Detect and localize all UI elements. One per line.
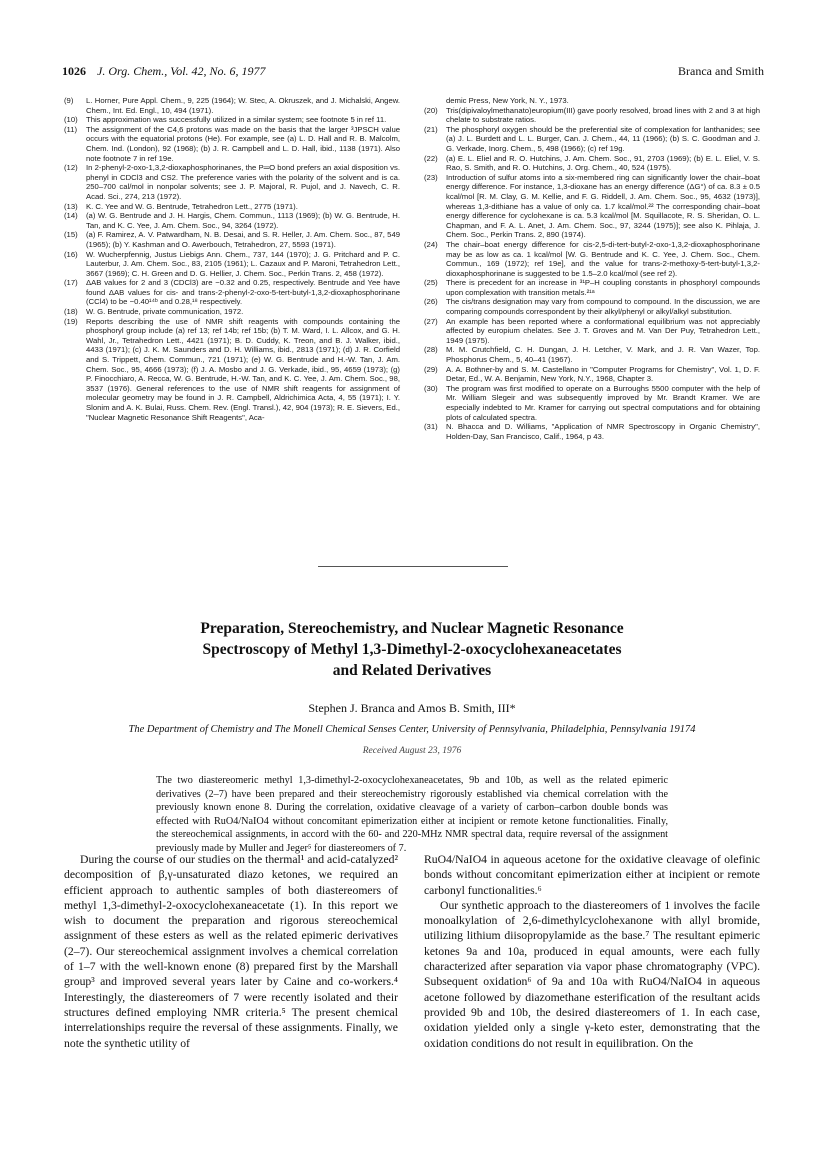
- reference-number: (27): [424, 316, 438, 326]
- title-line: and Related Derivatives: [332, 662, 492, 679]
- reference-text: M. M. Crutchfield, C. H. Dungan, J. H. Letcher, V. Mark, and J. R. Van Wazer, Top. Phosphorus Chem., 5, 40–41 (1967).: [446, 345, 760, 365]
- reference-text: ΔAB values for 2 and 3 (CDCl3) are −0.32 and 0.25, respectively. Bentrude and Yee have found ΔAB values for cis- and trans-2-phenyl-2-oxo-5-tert-butyl-1,3,2-dioxaphosphorinane (CCl4) to be −0.40¹⁴ᵇ and 0.28,¹⁸ respectively.: [86, 278, 400, 307]
- page-number: 1026: [62, 64, 86, 78]
- reference-item: [424, 125, 760, 154]
- reference-text: The program was first modified to operate on a Burroughs 5500 computer with the help of Mr. William Slegeir and was subsequently improved by Mr. Brandt Kramer. We are especially indebted to Mr. Kramer for carrying out spectral computations and for obtaining plots of calculated spectra.: [446, 383, 760, 422]
- reference-text: The assignment of the C4,6 protons was made on the basis that the larger ³JPSCH value occurs with the equatorial protons (He). For example, see (a) L. D. Hall and R. B. Malcolm, Chem. Ind. (London), 92 (1968); (b) J. R. Campbell and L. D. Hall, ibid., 1138 (1971). Also note footnote 7 in ref 19e.: [86, 124, 400, 163]
- reference-item: [424, 422, 760, 441]
- reference-number: (17): [64, 278, 78, 288]
- section-divider: [318, 566, 508, 567]
- reference-text: (a) F. Ramirez, A. V. Patwardham, N. B. Desai, and S. R. Heller, J. Am. Chem. Soc., 87, 549 (1965); (b) Y. Kashman and O. Awerbouch, Tetrahedron, 27, 5593 (1971).: [86, 230, 400, 249]
- reference-item: [424, 173, 760, 240]
- reference-number: (11): [64, 124, 78, 134]
- reference-item: [424, 345, 760, 364]
- reference-item: [64, 96, 400, 115]
- running-head: Branca and Smith: [678, 64, 764, 78]
- reference-item: [64, 307, 400, 317]
- reference-text: There is precedent for an increase in ³¹P–H coupling constants in phosphoryl compounds upon complexation with transition metals.²¹ᵃ: [446, 278, 760, 297]
- reference-text: (a) W. G. Bentrude and J. H. Hargis, Chem. Commun., 1113 (1969); (b) W. G. Bentrude, H. Tan, and K. C. Yee, J. Am. Chem. Soc., 94, 3264 (1972).: [86, 211, 400, 230]
- article-title: [140, 618, 684, 681]
- reference-item: [64, 317, 400, 423]
- reference-item: [64, 278, 400, 307]
- reference-item: [64, 163, 400, 201]
- reference-item: [64, 211, 400, 230]
- body-column-left: [64, 852, 398, 1051]
- abstract: The two diastereomeric methyl 1,3-dimethyl-2-oxocyclohexaneacetates, 9b and 10b, as well as the related epimeric derivatives (2–7) have been prepared and their stereochemistry rigorously established via chemical correlation with the previously known enone 8. During the correlation, oxidative cleavage of a variety of carbon–carbon double bonds was effected with RuO4/NaIO4 without concomitant epimerization either at incipient or remote ketone functionalities. Finally, the stereochemical assignments, in accord with the 60- and 220-MHz NMR spectral data, require reversal of the assignment previously made by Muller and Jeger⁵ for diastereomers of 7.: [156, 775, 668, 854]
- journal-citation: J. Org. Chem., Vol. 42, No. 6, 1977: [97, 64, 266, 78]
- reference-text: N. Bhacca and D. Williams, "Application of NMR Spectroscopy in Organic Chemistry", Holden-Day, San Francisco, Calif., 1964, p 43.: [446, 422, 760, 441]
- reference-text: Tris(dipivaloylmethanato)europium(III) gave poorly resolved, broad lines with 2 and 3 at high chelate to substrate ratios.: [446, 105, 760, 125]
- reference-item: [64, 125, 400, 163]
- reference-number: [424, 96, 446, 106]
- reference-number: (10): [64, 115, 78, 125]
- body-paragraph: During the course of our studies on the thermal¹ and acid-catalyzed² decomposition of β,γ-unsaturated diazo ketones, we required an efficient approach to authentic samples of both diastereomers of methyl 1,3-dimethyl-2-oxocyclohexaneacetate (1). In this report we wish to document the preparation and rigorous stereochemical assignment of these esters as well as the related epimeric derivatives (2–7). Our stereochemical assignment involves a chemical correlation of 1–7 with the well-known enone (8) prepared first by the Marshall group³ and improved several years later by Caine and co-workers.⁴ Interestingly, the diastereomers of 7 were recently isolated and their structures defined employing NMR criteria.⁵ The present chemical interrelationships require the reversal of these assignments. Finally, we note the synthetic utility of: [64, 853, 398, 1050]
- reference-item: [424, 278, 760, 297]
- reference-item: [64, 250, 400, 279]
- reference-number: (14): [64, 211, 78, 221]
- reference-number: (9): [64, 96, 74, 105]
- body-column-right: [424, 852, 760, 1051]
- reference-number: (22): [424, 153, 438, 163]
- reference-number: (26): [424, 297, 438, 307]
- reference-text: A. A. Bothner-by and S. M. Castellano in "Computer Programs for Chemistry", Vol. 1, D. F. Detar, Ed., W. A. Benjamin, New York, N.Y., 1968, Chapter 3.: [446, 364, 760, 384]
- title-line: Preparation, Stereochemistry, and Nuclear Magnetic Resonance: [200, 620, 624, 637]
- reference-number: (19): [64, 316, 78, 326]
- reference-number: (23): [424, 172, 438, 182]
- affiliation: The Department of Chemistry and The Monell Chemical Senses Center, University of Pennsylvania, Philadelphia, Pennsylvania 19174: [128, 724, 696, 735]
- authors: Stephen J. Branca and Amos B. Smith, III*: [308, 701, 516, 715]
- reference-item: [424, 106, 760, 125]
- reference-item: [424, 240, 760, 278]
- reference-text: Introduction of sulfur atoms into a six-membered ring can significantly lower the chair–boat energy difference. For instance, 1,3-dioxane has an energy difference (ΔG°) of ca. 8.3 ± 0.5 kcal/mol [R. M. Clay, G. M. Kellie, and F. G. Riddell, J. Am. Chem. Soc., 95, 4632 (1973)], whereas 1,3-dithiane has a value of only ca. 1.7 kcal/mol.²² The corresponding chair–boat energy difference for cyclohexane is ca. 5.3 kcal/mol [M. Squillacote, R. S. Sheridan, O. L. Chapman, and F. A. L. Anet, J. Am. Chem. Soc., 97, 3244 (1975)]; see also K. Pihlaja, J. Chem. Soc., Perkin Trans. 2, 890 (1974).: [446, 172, 760, 240]
- reference-item: [424, 317, 760, 346]
- reference-text: An example has been reported where a conformational equilibrium was not appreciably affected by europium chelates. See J. T. Groves and M. Van Der Puy, Tetrahedron Lett., 1949 (1975).: [446, 316, 760, 345]
- reference-item: [64, 115, 400, 125]
- reference-text: demic Press, New York, N. Y., 1973.: [446, 96, 569, 105]
- reference-number: (18): [64, 307, 78, 317]
- reference-item: [424, 154, 760, 173]
- reference-text: L. Horner, Pure Appl. Chem., 9, 225 (1964); W. Stec, A. Okruszek, and J. Michalski, Angew. Chem., Int. Ed. Engl., 10, 494 (1971).: [86, 96, 400, 115]
- reference-text: W. G. Bentrude, private communication, 1972.: [86, 307, 244, 317]
- received-date: Received August 23, 1976: [362, 746, 462, 756]
- reference-item: [64, 230, 400, 249]
- reference-item: [424, 297, 760, 316]
- body-paragraph: RuO4/NaIO4 in aqueous acetone for the oxidative cleavage of olefinic bonds without concomitant epimerization either at incipient or remote carbonyl functionalities.⁶: [424, 853, 760, 897]
- reference-text: The cis/trans designation may vary from compound to compound. In the discussion, we are comparing compounds correspondent by their alkyl/phenyl or alkyl/alkyl substitution.: [446, 297, 760, 317]
- reference-number: (16): [64, 249, 78, 259]
- reference-number: (31): [424, 422, 438, 432]
- reference-number: (25): [424, 278, 438, 288]
- reference-number: (20): [424, 105, 438, 115]
- references-right-column: [424, 96, 760, 441]
- reference-number: (24): [424, 239, 438, 249]
- reference-number: (30): [424, 383, 438, 393]
- reference-text: This approximation was successfully utilized in a similar system; see footnote 5 in ref 11.: [86, 115, 387, 125]
- page-header-left: [62, 64, 266, 79]
- reference-item: [424, 384, 760, 422]
- reference-item: [424, 365, 760, 384]
- reference-text: Reports describing the use of NMR shift reagents with compounds containing the phosphoryl group include (a) ref 13; ref 14b; ref 15b; (b) T. M. Ward, I. L. Allcox, and G. H. Wahl, Jr., Tetrahedron Lett., 4421 (1971); B. D. Cuddy, K. Treon, and B. J. Walker, ibid., 4433 (1971); (c) J. K. M. Saunders and D. H. Williams, ibid., 2813 (1971); (d) J. R. Corfield and S. Trippett, Chem. Commun., 721 (1971); (e) W. G. Bentrude and H.-W. Tan, J. Am. Chem. Soc., 95, 4666 (1973); (f) J. A. Mosbo and J. G. Verkade, ibid., 95, 4659 (1973); (g) P. Finocchiaro, A. Recca, W. G. Bentrude, H.-W. Tan, and K. C. Yee, J. Am. Chem. Soc., 98, 3537 (1976). General references to the use of NMR shift reagents for assignment of molecular geometry may be found in J. R. Campbell, Aldrichimica Acta, 4, 55 (1971); I. Y. Slonim and A. K. Bulai, Russ. Chem. Rev. (Engl. Transl.), 42, 904 (1973); R. E. Sievers, Ed., "Nuclear Magnetic Resonance Shift Reagents", Aca-: [86, 316, 400, 422]
- reference-number: (13): [64, 201, 78, 211]
- reference-number: (29): [424, 364, 438, 374]
- reference-text: The phosphoryl oxygen should be the preferential site of complexation for lanthanides; see (a) J. L. Burdett and L. L. Burger, Can. J. Chem., 44, 11 (1966); (b) S. C. Goodman and J. G. Verkade, Inorg. Chem., 5, 498 (1966); (c) ref 19g.: [446, 124, 760, 153]
- body-paragraph: Our synthetic approach to the diastereomers of 1 involves the facile monoalkylation of 2,6-dimethylcyclohexanone with allyl bromide, utilizing lithium diisopropylamide as the base.⁷ The resultant epimeric ketones 9a and 10a, produced in equal amounts, were each fully characterized after separation via vapor phase chromatography (VPC). Subsequent oxidation⁶ of 9a and 10a with RuO4/NaIO4 in aqueous acetone followed by diazomethane esterification of the resultant acids provided 9b and 10b, the desired diastereomers of 1. In each case, oxidation yielded only a single γ-keto ester, demonstrating that the oxidation conditions do not result in equilibration. On the: [424, 898, 760, 1050]
- reference-number: (15): [64, 230, 78, 240]
- reference-item: [424, 96, 760, 106]
- reference-number: (28): [424, 345, 438, 355]
- title-line: Spectroscopy of Methyl 1,3-Dimethyl-2-oxocyclohexaneacetates: [202, 641, 622, 658]
- reference-text: W. Wucherpfennig, Justus Liebigs Ann. Chem., 737, 144 (1970); J. G. Pritchard and P. C. Lauterbur, J. Am. Chem. Soc., 83, 2105 (1961); L. Cazaux and P. Maroni, Tetrahedron Lett., 3667 (1969); C. H. Green and D. G. Hellier, J. Chem. Soc., Perkin Trans. 2, 458 (1972).: [86, 249, 400, 278]
- reference-item: [64, 202, 400, 212]
- reference-number: (12): [64, 163, 78, 173]
- reference-number: (21): [424, 124, 438, 134]
- reference-text: (a) E. L. Eliel and R. O. Hutchins, J. Am. Chem. Soc., 91, 2703 (1969); (b) E. L. Eliel, V. S. Rao, S. Smith, and R. O. Hutchins, J. Org. Chem., 40, 524 (1975).: [446, 153, 760, 173]
- reference-text: In 2-phenyl-2-oxo-1,3,2-dioxaphosphorinanes, the P═O bond prefers an axial disposition vs. phenyl in CDCl3 and CS2. The preference varies with the polarity of the solvent and is ca. 250–700 cal/mol in nonpolar solvents; see J. P. Majoral, R. Pujol, and J. Navech, C. R. Acad. Sci., 274, 213 (1972).: [86, 163, 400, 201]
- reference-text: The chair–boat energy difference for cis-2,5-di-tert-butyl-2-oxo-1,3,2-dioxaphosphorinane may be as low as ca. 1 kcal/mol [W. G. Bentrude and K. C. Yee, J. Chem. Soc., Chem. Commun., 169 (1972); ref 19e], and the value for trans-2-methoxy-5-tert-butyl-1,3,2-dioxaphosphorinane is suggested to be 1.5–2.0 kcal/mol (see ref 2).: [446, 239, 760, 278]
- references-left-column: [64, 96, 400, 422]
- reference-text: K. C. Yee and W. G. Bentrude, Tetrahedron Lett., 2775 (1971).: [86, 201, 298, 211]
